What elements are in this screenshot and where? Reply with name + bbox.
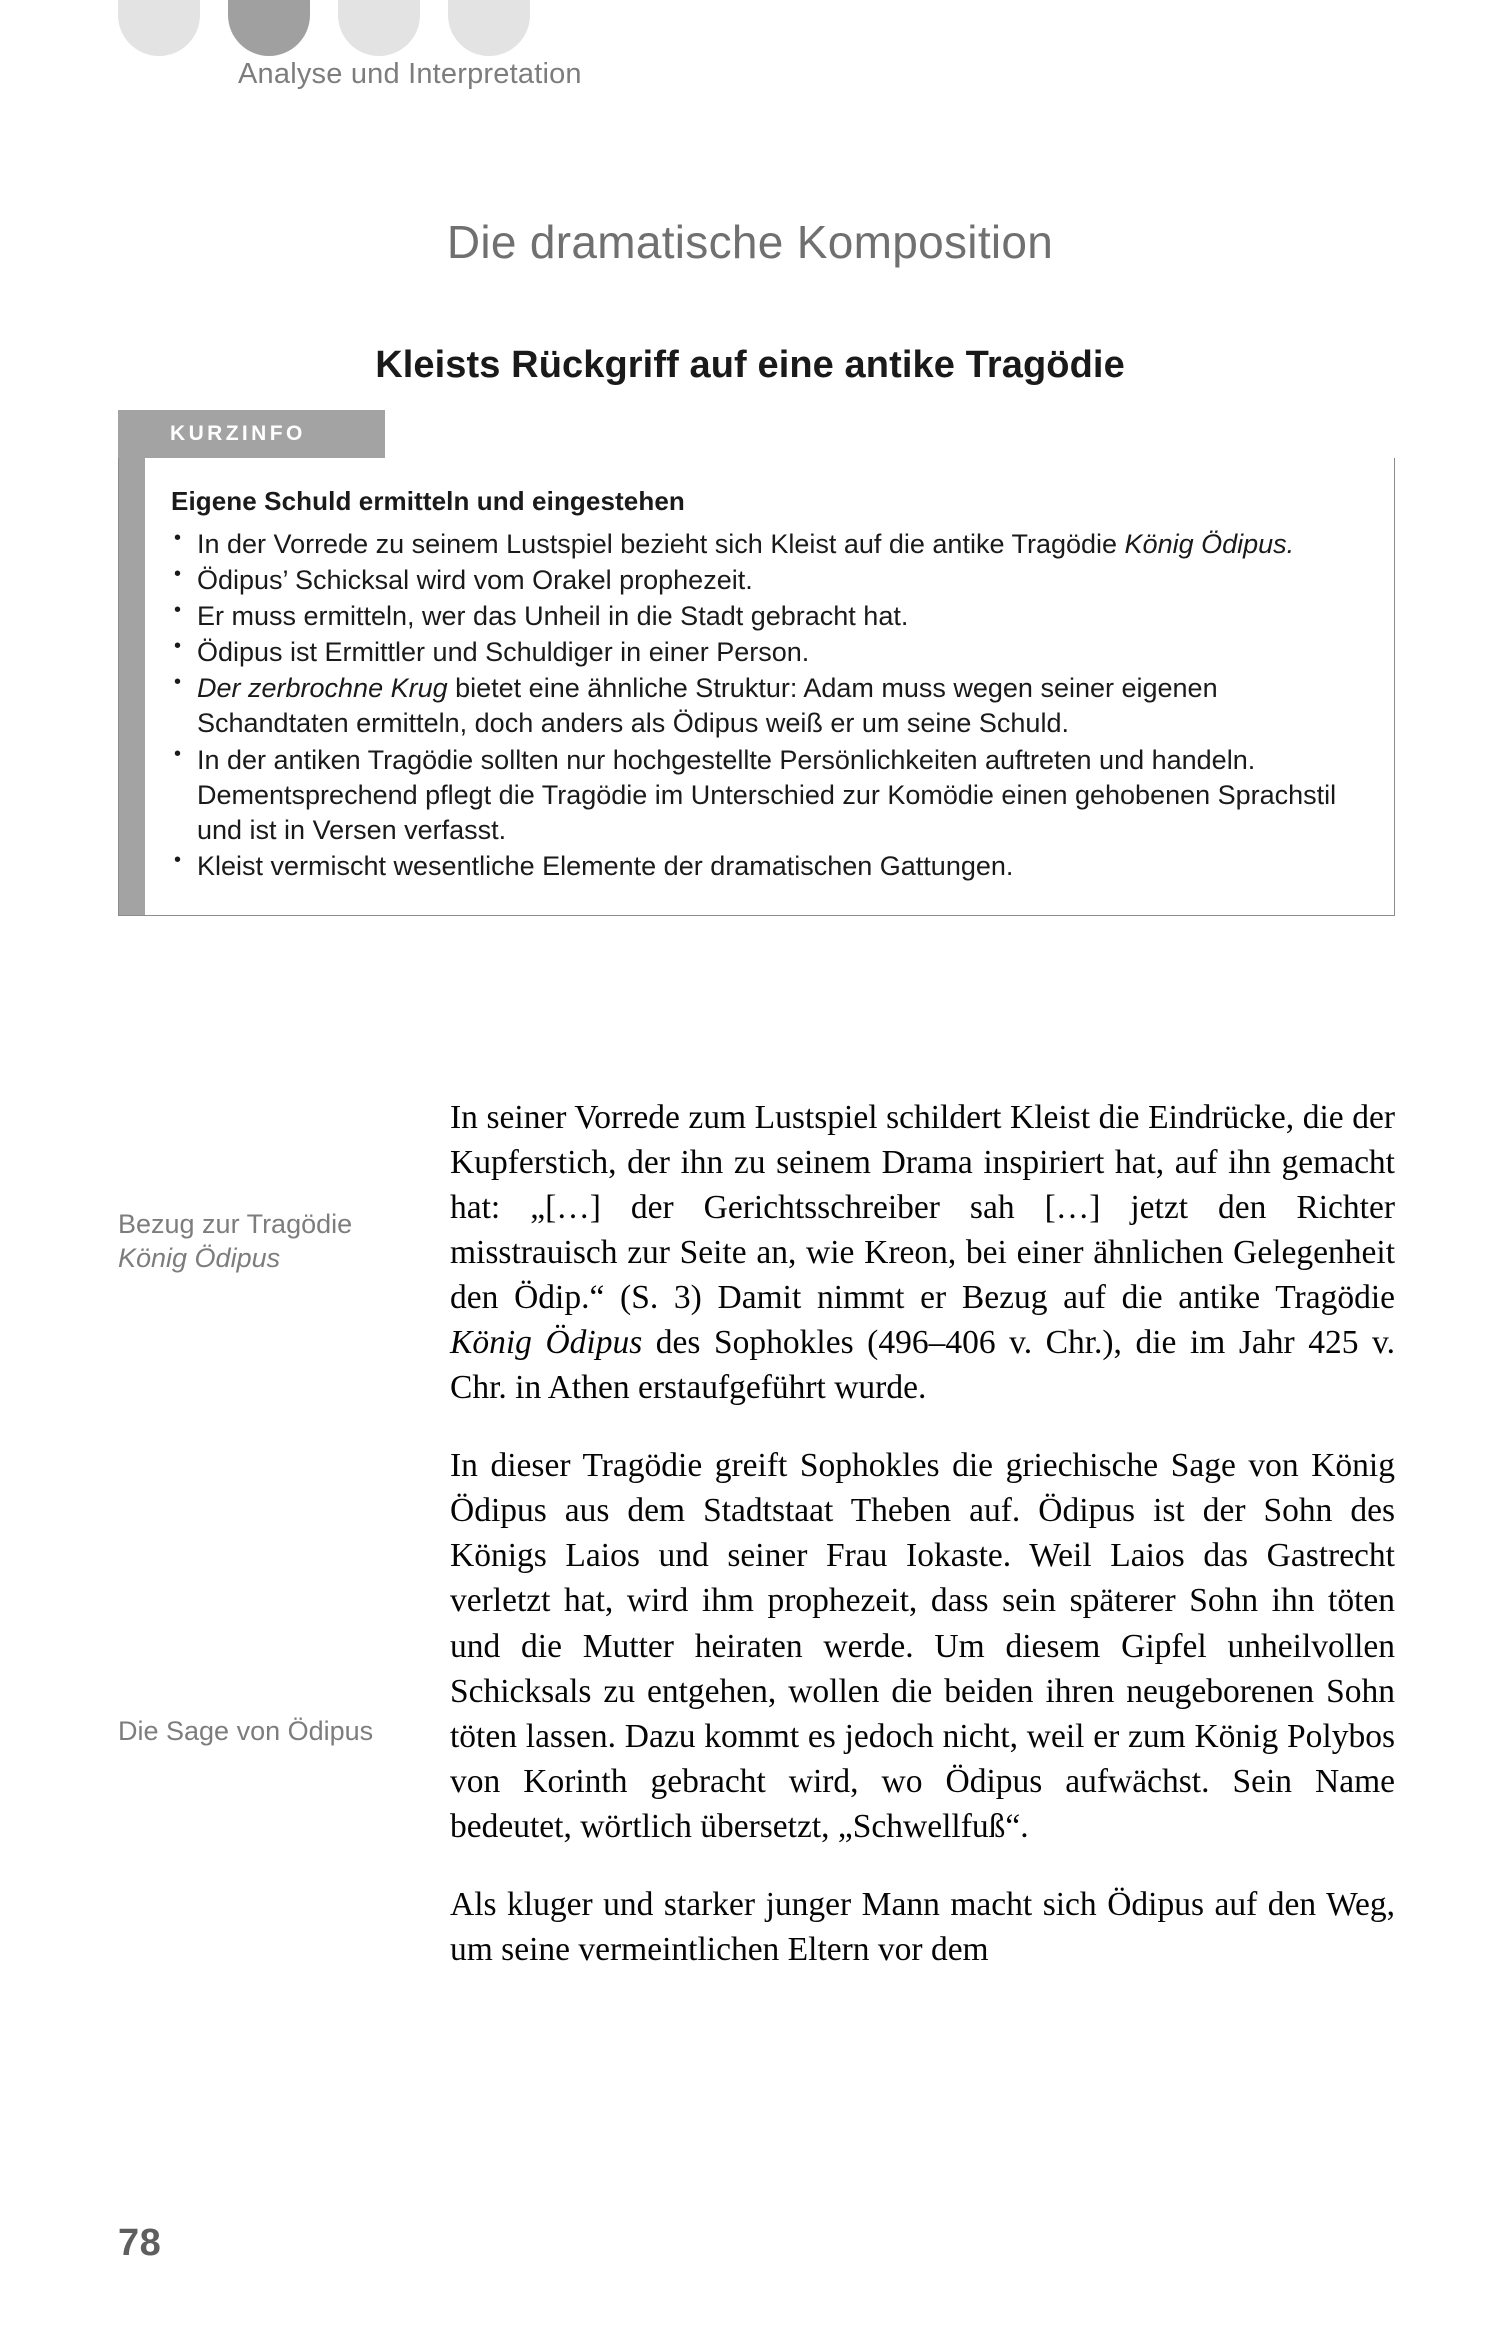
- text-run: In der Vorrede zu seinem Lustspiel bezieht sich Kleist auf die antike Tragödie: [197, 529, 1125, 559]
- page-title: Die dramatische Komposition: [446, 215, 1054, 268]
- kurzinfo-bullet-item: [171, 849, 1360, 884]
- text-run: Bezug zur Tragödie: [118, 1209, 353, 1239]
- kurzinfo-bullet-item: [171, 563, 1360, 598]
- italic-run: König Ödipus: [118, 1242, 281, 1273]
- kurzinfo-tab-label: KURZINFO: [118, 410, 385, 458]
- kurzinfo-heading: Eigene Schuld ermitteln und eingestehen: [171, 486, 685, 516]
- kurzinfo-accent-bar: [119, 458, 145, 915]
- kurzinfo-bullet-item: [171, 671, 1360, 741]
- text-run: In seiner Vorrede zum Lustspiel schildert Kleist die Eindrücke, die der Kupferstich, der ihn zu seinem Drama inspiriert hat, auf ihn gemacht hat: „[…] der Gerichtsschreiber sah […] jetzt den Richter misstrauisch zur Seite an, wie Kreon, bei einer ähnlichen Gelegenheit den Ödip.“ (S. 3) Damit nimmt er Bezug auf die antike Tragödie: [450, 1099, 1395, 1317]
- paragraph-3: [450, 1882, 1395, 1972]
- body-text-column: [450, 1095, 1395, 1972]
- margin-note-bezug-zur-tragoedie: [118, 1208, 408, 1276]
- margin-note-die-sage-von-oedipus: [118, 1715, 408, 1749]
- text-run: des Sophokles (496–406 v. Chr.), die im Jahr 425 v. Chr. in Athen erstaufgeführt wurde.: [450, 1324, 1395, 1407]
- pill-4-icon: [448, 0, 530, 56]
- chapter-label: Analyse und Interpretation: [238, 58, 582, 90]
- kurzinfo-bullet-list: [171, 527, 1360, 884]
- text-run: Kleist vermischt wesentliche Elemente der dramatischen Gattungen.: [197, 850, 1014, 881]
- pill-2-icon: [228, 0, 310, 56]
- italic-run: König Ödipus: [450, 1324, 643, 1362]
- kurzinfo-bullet-item: [171, 743, 1360, 848]
- italic-run: Der zerbrochne Krug: [197, 673, 448, 704]
- text-run: Ödipus ist Ermittler und Schuldiger in einer Person.: [197, 637, 810, 668]
- text-run: Ödipus’ Schicksal wird vom Orakel prophezeit.: [197, 565, 753, 596]
- paragraph-2: [450, 1443, 1395, 1848]
- kurzinfo-bullet-item: [171, 635, 1360, 670]
- page-number: 78: [118, 2222, 162, 2264]
- text-run: In dieser Tragödie greift Sophokles die griechische Sage von König Ödipus aus dem Stadtstaat Theben auf. Ödipus ist der Sohn des Königs Laios und seiner Frau Iokaste. Weil Laios das Gastrecht verletzt hat, wird ihm prophezeit, dass sein späterer Sohn ihn töten und die Mutter heiraten werde. Um diesem Gipfel unheilvollen Schicksals zu entgehen, wollen die beiden ihren neugeborenen Sohn töten lassen. Dazu kommt es jedoch nicht, weil er zum König Polybos von Korinth gebracht wird, wo Ödipus aufwächst. Sein Name bedeutet, wörtlich übersetzt, „Schwellfuß“.: [450, 1447, 1395, 1845]
- pill-1-icon: [118, 0, 200, 56]
- italic-run: König Ödipus.: [1124, 529, 1295, 559]
- pill-3-icon: [338, 0, 420, 56]
- kurzinfo-bullet-item: [171, 527, 1360, 562]
- text-run: In der antiken Tragödie sollten nur hochgestellte Persönlichkeiten auftreten und handeln. Dementsprechend pflegt die Tragödie im Unterschied zur Komödie einen gehobenen Sprachstil und ist in Versen verfasst.: [197, 744, 1337, 845]
- text-run: Die Sage von Ödipus: [118, 1716, 374, 1746]
- text-run: Als kluger und starker junger Mann macht sich Ödipus auf den Weg, um seine vermeintlichen Eltern vor dem: [450, 1885, 1395, 1968]
- paragraph-1: [450, 1095, 1395, 1410]
- decorative-pill-row: [118, 0, 530, 56]
- page-subtitle: Kleists Rückgriff auf eine antike Tragödie: [375, 343, 1125, 386]
- kurzinfo-box: [118, 410, 1395, 916]
- text-run: bietet eine ähnliche Struktur: Adam muss wegen seiner eigenen Schandtaten ermitteln, doch anders als Ödipus weiß er um seine Schuld.: [197, 673, 1218, 739]
- kurzinfo-bullet-item: [171, 599, 1360, 634]
- text-run: Er muss ermitteln, wer das Unheil in die Stadt gebracht hat.: [197, 601, 909, 632]
- kurzinfo-body: [118, 458, 1395, 916]
